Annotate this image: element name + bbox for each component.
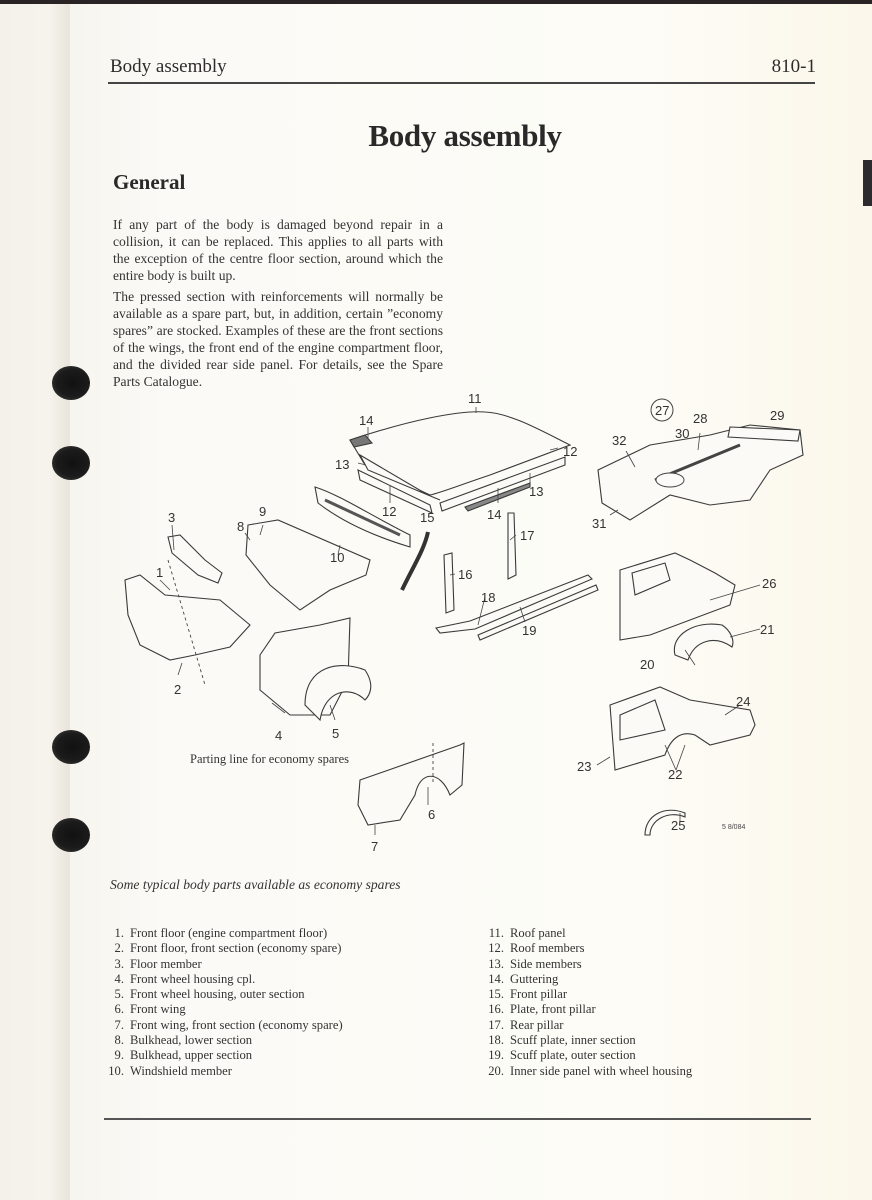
exploded-body-diagram [110,385,830,865]
legend-item: 13. Side members [488,956,582,971]
callout-24: 24 [736,694,751,709]
binder-hole [52,366,90,400]
callout-14b: 14 [487,507,502,522]
callout-2: 2 [174,682,182,697]
parts-legend-left [100,926,343,1079]
bulkhead-part [246,520,370,610]
callout-3: 3 [168,510,176,525]
legend-item: 9. Bulkhead, upper section [114,1048,253,1063]
legend-item: 6. Front wing [114,1002,186,1017]
parting-line-label: Parting line for economy spares [190,752,349,766]
callout-32: 32 [612,433,627,448]
callout-10: 10 [330,550,345,565]
callout-17: 17 [520,528,535,543]
binder-hole [52,730,90,764]
legend-item: 17. Rear pillar [488,1017,564,1032]
callout-16: 16 [458,567,473,582]
callout-31: 31 [592,516,607,531]
legend-item: 7. Front wing, front section (economy spare) [114,1017,343,1032]
callout-1: 1 [156,565,164,580]
rear-pillar-part [508,513,516,579]
section-heading: General [113,170,186,194]
legend-item: 19. Scuff plate, outer section [488,1048,636,1063]
callout-4: 4 [275,728,283,743]
legend-item: 4. Front wheel housing cpl. [114,971,256,986]
inner-side-panel-part [620,553,735,660]
legend-item: 12. Roof members [488,941,585,956]
legend-item: 2. Front floor, front section (economy spare) [114,941,342,956]
facing-page-edge [0,4,70,1200]
section-thumb-tab [863,160,872,206]
callout-12a: 12 [563,444,578,459]
legend-item: 11. Roof panel [488,926,566,940]
callout-28: 28 [693,411,708,426]
legend-item: 15. Front pillar [488,987,568,1002]
front-floor-part [125,575,250,660]
legend-item: 18. Scuff plate, inner section [488,1033,636,1048]
callout-29: 29 [770,408,785,423]
body-paragraph: If any part of the body is damaged beyond repair in a collision, it can be replaced. This applies to all parts with the exception of the centre floor section, around which the entire body is built up. [113,216,443,283]
callout-9: 9 [259,504,267,519]
callout-19: 19 [522,623,537,638]
callout-12b: 12 [382,504,397,519]
front-wing-part [358,743,464,825]
running-head: Body assembly [110,56,227,77]
callout-15: 15 [420,510,435,525]
footer-rule [104,1118,811,1120]
callout-7: 7 [371,839,379,854]
legend-item: 8. Bulkhead, lower section [114,1033,253,1048]
header-rule [108,82,815,84]
legend-item: 3. Floor member [114,956,202,971]
page-number: 810-1 [771,56,816,77]
callout-8: 8 [237,519,245,534]
legend-item: 16. Plate, front pillar [488,1002,596,1017]
callout-23: 23 [577,759,592,774]
callout-25: 25 [671,818,686,833]
callout-26: 26 [762,576,777,591]
floor-member-part [168,535,222,583]
callout-13b: 13 [529,484,544,499]
callout-27: 27 [655,403,670,418]
callout-13a: 13 [335,457,350,472]
legend-item: 20. Inner side panel with wheel housing [488,1063,693,1078]
callout-14a: 14 [359,413,374,428]
legend-item: 14. Guttering [488,971,559,986]
callout-11: 11 [468,391,482,406]
binder-hole [52,446,90,480]
drawing-reference: 5 8/084 [722,824,746,831]
parts-legend-right [480,926,692,1079]
figure-caption: Some typical body parts available as economy spares [110,877,401,892]
callout-6: 6 [428,807,436,822]
legend-item: 5. Front wheel housing, outer section [114,987,305,1002]
legend-item: 10. Windshield member [108,1063,232,1078]
callout-5: 5 [332,726,340,741]
page-title: Body assembly [368,118,562,153]
callout-22: 22 [668,767,683,782]
callout-21: 21 [760,622,775,637]
binder-hole [52,818,90,852]
pillar-plate-part [444,553,454,613]
callout-30: 30 [675,426,690,441]
legend-item: 1. Front floor (engine compartment floor) [114,926,328,940]
body-paragraph: The pressed section with reinforcements will normally be available as a spare part, but, in addition, certain ”economy spares” are stocked. Examples of these are the front sections of the wings, the front end of the engine compartment floor, and the divided rear side panel. For details, see the Spare Parts Catalogue. [113,288,443,389]
centre-floor-part [598,425,803,520]
callout-18: 18 [481,590,496,605]
callout-20: 20 [640,657,655,672]
